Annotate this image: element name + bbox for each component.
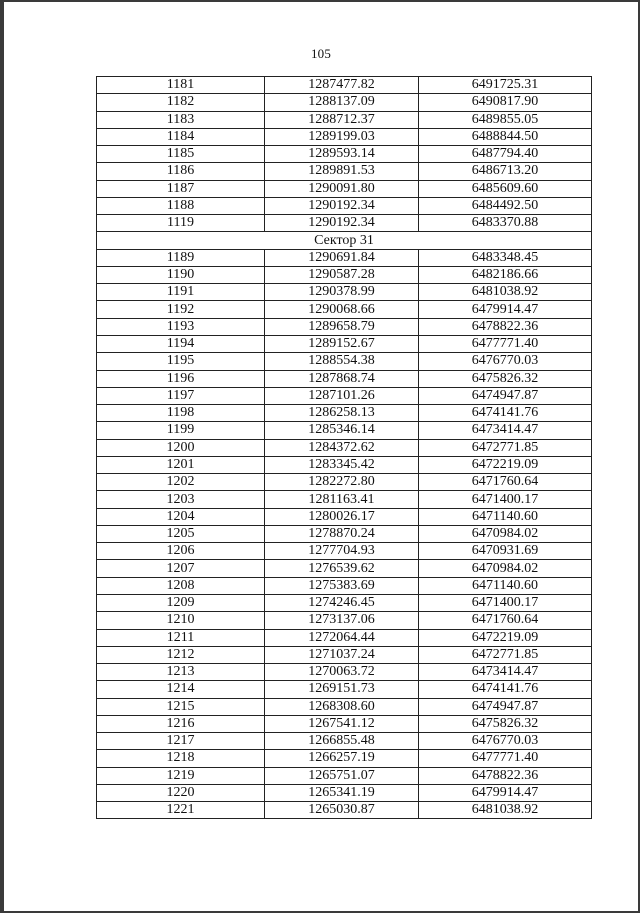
table-row [97,543,592,560]
y-coordinate-cell: 6472219.09 [419,629,592,646]
document-page [4,2,638,911]
point-number-cell: 1205 [97,525,265,542]
x-coordinate-cell: 1276539.62 [265,560,419,577]
y-coordinate-cell: 6485609.60 [419,180,592,197]
y-coordinate-cell: 6471400.17 [419,594,592,611]
table-row [97,215,592,232]
table-row [97,249,592,266]
y-coordinate-cell: 6487794.40 [419,146,592,163]
y-coordinate-cell: 6470984.02 [419,560,592,577]
y-coordinate-cell: 6470984.02 [419,525,592,542]
y-coordinate-cell: 6471140.60 [419,577,592,594]
x-coordinate-cell: 1290378.99 [265,284,419,301]
y-coordinate-cell: 6483348.45 [419,249,592,266]
point-number-cell: 1189 [97,249,265,266]
x-coordinate-cell: 1287101.26 [265,387,419,404]
point-number-cell: 1217 [97,733,265,750]
table-row [97,474,592,491]
x-coordinate-cell: 1273137.06 [265,612,419,629]
y-coordinate-cell: 6476770.03 [419,733,592,750]
point-number-cell: 1186 [97,163,265,180]
y-coordinate-cell: 6478822.36 [419,318,592,335]
x-coordinate-cell: 1280026.17 [265,508,419,525]
table-row [97,370,592,387]
x-coordinate-cell: 1290192.34 [265,197,419,214]
point-number-cell: 1201 [97,456,265,473]
y-coordinate-cell: 6483370.88 [419,215,592,232]
point-number-cell: 1182 [97,94,265,111]
x-coordinate-cell: 1266257.19 [265,750,419,767]
point-number-cell: 1209 [97,594,265,611]
y-coordinate-cell: 6479914.47 [419,301,592,318]
y-coordinate-cell: 6486713.20 [419,163,592,180]
x-coordinate-cell: 1285346.14 [265,422,419,439]
table-row [97,266,592,283]
point-number-cell: 1196 [97,370,265,387]
table-row [97,387,592,404]
x-coordinate-cell: 1288137.09 [265,94,419,111]
table-row [97,422,592,439]
point-number-cell: 1191 [97,284,265,301]
point-number-cell: 1212 [97,646,265,663]
x-coordinate-cell: 1277704.93 [265,543,419,560]
y-coordinate-cell: 6474947.87 [419,387,592,404]
x-coordinate-cell: 1268308.60 [265,698,419,715]
table-row [97,318,592,335]
point-number-cell: 1219 [97,767,265,784]
y-coordinate-cell: 6474141.76 [419,405,592,422]
table-row [97,491,592,508]
section-header-row [97,232,592,249]
y-coordinate-cell: 6474947.87 [419,698,592,715]
table-row [97,664,592,681]
point-number-cell: 1184 [97,128,265,145]
table-row [97,439,592,456]
x-coordinate-cell: 1290091.80 [265,180,419,197]
table-row [97,784,592,801]
page-number: 105 [310,46,332,61]
x-coordinate-cell: 1288554.38 [265,353,419,370]
point-number-cell: 1183 [97,111,265,128]
y-coordinate-cell: 6479914.47 [419,784,592,801]
point-number-cell: 1194 [97,335,265,352]
point-number-cell: 1181 [97,77,265,94]
x-coordinate-cell: 1265030.87 [265,802,419,819]
point-number-cell: 1208 [97,577,265,594]
x-coordinate-cell: 1265751.07 [265,767,419,784]
x-coordinate-cell: 1284372.62 [265,439,419,456]
table-row [97,284,592,301]
y-coordinate-cell: 6484492.50 [419,197,592,214]
y-coordinate-cell: 6472771.85 [419,439,592,456]
table-row [97,646,592,663]
point-number-cell: 1199 [97,422,265,439]
y-coordinate-cell: 6470931.69 [419,543,592,560]
table-row [97,197,592,214]
table-row [97,405,592,422]
y-coordinate-cell: 6473414.47 [419,422,592,439]
x-coordinate-cell: 1275383.69 [265,577,419,594]
x-coordinate-cell: 1290068.66 [265,301,419,318]
x-coordinate-cell: 1290192.34 [265,215,419,232]
point-number-cell: 1214 [97,681,265,698]
point-number-cell: 1187 [97,180,265,197]
point-number-cell: 1213 [97,664,265,681]
table-row [97,508,592,525]
y-coordinate-cell: 6488844.50 [419,128,592,145]
x-coordinate-cell: 1269151.73 [265,681,419,698]
point-number-cell: 1220 [97,784,265,801]
y-coordinate-cell: 6471400.17 [419,491,592,508]
point-number-cell: 1119 [97,215,265,232]
y-coordinate-cell: 6482186.66 [419,266,592,283]
table-row [97,301,592,318]
point-number-cell: 1197 [97,387,265,404]
x-coordinate-cell: 1290587.28 [265,266,419,283]
table-row [97,353,592,370]
y-coordinate-cell: 6477771.40 [419,335,592,352]
y-coordinate-cell: 6471140.60 [419,508,592,525]
point-number-cell: 1211 [97,629,265,646]
y-coordinate-cell: 6472771.85 [419,646,592,663]
x-coordinate-cell: 1266855.48 [265,733,419,750]
point-number-cell: 1215 [97,698,265,715]
y-coordinate-cell: 6490817.90 [419,94,592,111]
table-row [97,163,592,180]
y-coordinate-cell: 6474141.76 [419,681,592,698]
point-number-cell: 1216 [97,715,265,732]
table-row [97,594,592,611]
x-coordinate-cell: 1271037.24 [265,646,419,663]
table-row [97,77,592,94]
point-number-cell: 1203 [97,491,265,508]
x-coordinate-cell: 1289593.14 [265,146,419,163]
point-number-cell: 1207 [97,560,265,577]
table-row [97,681,592,698]
point-number-cell: 1218 [97,750,265,767]
point-number-cell: 1195 [97,353,265,370]
table-row [97,146,592,163]
y-coordinate-cell: 6473414.47 [419,664,592,681]
x-coordinate-cell: 1282272.80 [265,474,419,491]
table-row [97,767,592,784]
table-row [97,715,592,732]
x-coordinate-cell: 1289658.79 [265,318,419,335]
x-coordinate-cell: 1283345.42 [265,456,419,473]
table-row [97,335,592,352]
point-number-cell: 1202 [97,474,265,491]
x-coordinate-cell: 1290691.84 [265,249,419,266]
x-coordinate-cell: 1267541.12 [265,715,419,732]
point-number-cell: 1192 [97,301,265,318]
x-coordinate-cell: 1287868.74 [265,370,419,387]
x-coordinate-cell: 1289891.53 [265,163,419,180]
table-row [97,802,592,819]
point-number-cell: 1200 [97,439,265,456]
y-coordinate-cell: 6481038.92 [419,802,592,819]
y-coordinate-cell: 6491725.31 [419,77,592,94]
x-coordinate-cell: 1274246.45 [265,594,419,611]
x-coordinate-cell: 1265341.19 [265,784,419,801]
x-coordinate-cell: 1286258.13 [265,405,419,422]
y-coordinate-cell: 6476770.03 [419,353,592,370]
table-row [97,612,592,629]
x-coordinate-cell: 1289199.03 [265,128,419,145]
table-row [97,94,592,111]
y-coordinate-cell: 6477771.40 [419,750,592,767]
x-coordinate-cell: 1278870.24 [265,525,419,542]
point-number-cell: 1204 [97,508,265,525]
table-row [97,111,592,128]
x-coordinate-cell: 1272064.44 [265,629,419,646]
table-row [97,525,592,542]
y-coordinate-cell: 6478822.36 [419,767,592,784]
table-row [97,180,592,197]
y-coordinate-cell: 6475826.32 [419,370,592,387]
x-coordinate-cell: 1281163.41 [265,491,419,508]
coordinates-table [96,76,592,819]
table-row [97,750,592,767]
section-title: Сектор 31 [97,232,592,249]
point-number-cell: 1221 [97,802,265,819]
x-coordinate-cell: 1289152.67 [265,335,419,352]
table-row [97,128,592,145]
point-number-cell: 1206 [97,543,265,560]
table-row [97,577,592,594]
table-row [97,456,592,473]
point-number-cell: 1188 [97,197,265,214]
x-coordinate-cell: 1287477.82 [265,77,419,94]
coordinates-table-body [97,77,592,819]
y-coordinate-cell: 6471760.64 [419,612,592,629]
y-coordinate-cell: 6489855.05 [419,111,592,128]
table-row [97,629,592,646]
y-coordinate-cell: 6475826.32 [419,715,592,732]
x-coordinate-cell: 1288712.37 [265,111,419,128]
point-number-cell: 1185 [97,146,265,163]
y-coordinate-cell: 6471760.64 [419,474,592,491]
table-row [97,733,592,750]
table-row [97,698,592,715]
y-coordinate-cell: 6472219.09 [419,456,592,473]
x-coordinate-cell: 1270063.72 [265,664,419,681]
point-number-cell: 1210 [97,612,265,629]
point-number-cell: 1193 [97,318,265,335]
point-number-cell: 1198 [97,405,265,422]
table-row [97,560,592,577]
y-coordinate-cell: 6481038.92 [419,284,592,301]
point-number-cell: 1190 [97,266,265,283]
